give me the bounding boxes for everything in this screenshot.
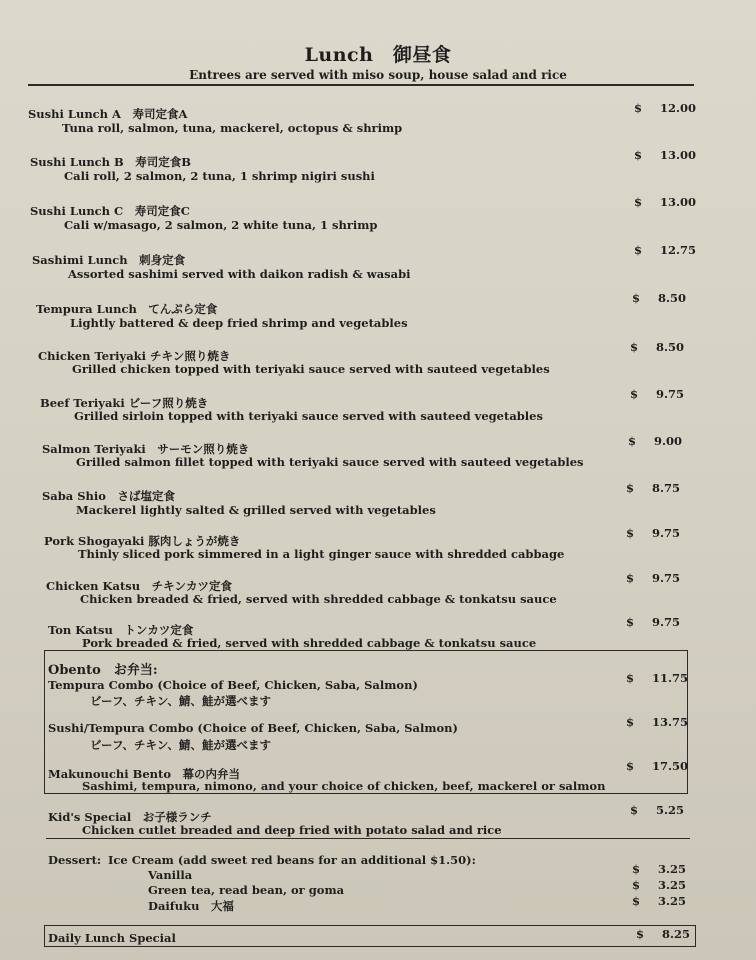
item-name-chicken-katsu: Chicken Katsu チキンカツ定食	[46, 579, 233, 593]
obento-price-tempura-combo: $ 11.75	[626, 671, 689, 685]
item-name-chicken-teriyaki: Chicken Teriyaki チキン照り焼き	[38, 349, 231, 363]
obento-price-sushi-tempura-combo: $ 13.75	[626, 715, 689, 729]
item-name-tempura-lunch: Tempura Lunch てんぷら定食	[36, 302, 218, 316]
item-name-beef-teriyaki: Beef Teriyaki ビーフ照り焼き	[40, 396, 209, 410]
kids-special-desc: Chicken cutlet breaded and deep fried with potato salad and rice	[82, 823, 502, 837]
item-name-pork-shogayaki: Pork Shogayaki 豚肉しょうが焼き	[44, 534, 241, 548]
item-price-chicken-katsu: $ 9.75	[626, 571, 681, 585]
item-price-saba-shio: $ 8.75	[626, 481, 681, 495]
item-desc-sushi-lunch-b: Cali roll, 2 salmon, 2 tuna, 1 shrimp nigiri sushi	[64, 169, 375, 183]
item-desc-salmon-teriyaki: Grilled salmon fillet topped with teriyaki sauce served with sauteed vegetables	[76, 455, 584, 469]
item-desc-chicken-teriyaki: Grilled chicken topped with teriyaki sauce served with sauteed vegetables	[72, 362, 550, 376]
daily-special-price: $ 8.25	[636, 927, 691, 941]
obento-desc-makunouchi: Sashimi, tempura, nimono, and your choice of chicken, beef, mackerel or salmon	[82, 779, 606, 793]
obento-name-sushi-tempura-combo: Sushi/Tempura Combo (Choice of Beef, Chicken, Saba, Salmon)	[48, 721, 458, 735]
obento-name-makunouchi: Makunouchi Bento 幕の内弁当	[48, 767, 241, 781]
item-name-saba-shio: Saba Shio さば塩定食	[42, 489, 175, 503]
obento-name-tempura-combo: Tempura Combo (Choice of Beef, Chicken, Saba, Salmon)	[48, 678, 418, 692]
dessert-label: Dessert:	[48, 853, 102, 867]
item-name-sushi-lunch-b: Sushi Lunch B 寿司定食B	[30, 155, 191, 169]
item-desc-chicken-katsu: Chicken breaded & fried, served with shredded cabbage & tonkatsu sauce	[80, 592, 557, 606]
item-price-pork-shogayaki: $ 9.75	[626, 526, 681, 540]
dessert-name-vanilla: Vanilla	[148, 868, 193, 882]
dessert-price-green-tea: $ 3.25	[632, 878, 687, 892]
item-name-ton-katsu: Ton Katsu トンカツ定食	[48, 623, 194, 637]
kids-divider	[46, 838, 690, 839]
item-desc-tempura-lunch: Lightly battered & deep fried shrimp and vegetables	[70, 316, 408, 330]
kids-special-price: $ 5.25	[630, 803, 685, 817]
item-price-beef-teriyaki: $ 9.75	[630, 387, 685, 401]
header-divider	[28, 84, 694, 86]
item-desc-sashimi-lunch: Assorted sashimi served with daikon radish & wasabi	[68, 267, 411, 281]
item-name-salmon-teriyaki: Salmon Teriyaki サーモン照り焼き	[42, 442, 250, 456]
item-price-sushi-lunch-b: $ 13.00	[634, 148, 697, 162]
dessert-name-daifuku: Daifuku 大福	[148, 899, 234, 913]
item-price-tempura-lunch: $ 8.50	[632, 291, 687, 305]
item-price-salmon-teriyaki: $ 9.00	[628, 434, 683, 448]
item-name-sashimi-lunch: Sashimi Lunch 刺身定食	[32, 253, 186, 267]
item-desc-sushi-lunch-c: Cali w/masago, 2 salmon, 2 white tuna, 1 shrimp	[64, 218, 378, 232]
item-price-sushi-lunch-a: $ 12.00	[634, 101, 697, 115]
kids-special-name: Kid's Special お子様ランチ	[48, 810, 212, 824]
dessert-price-vanilla: $ 3.25	[632, 862, 687, 876]
dessert-name-green-tea: Green tea, read bean, or goma	[148, 883, 345, 897]
item-desc-pork-shogayaki: Thinly sliced pork simmered in a light ginger sauce with shredded cabbage	[78, 547, 565, 561]
dessert-price-daifuku: $ 3.25	[632, 894, 687, 908]
obento-desc-sushi-tempura-combo: ビーフ、チキン、鯖、鮭が選べます	[90, 738, 272, 752]
item-desc-ton-katsu: Pork breaded & fried, served with shredded cabbage & tonkatsu sauce	[82, 636, 537, 650]
item-name-sushi-lunch-c: Sushi Lunch C 寿司定食C	[30, 204, 190, 218]
item-price-sashimi-lunch: $ 12.75	[634, 243, 697, 257]
page-subtitle: Entrees are served with miso soup, house salad and rice	[189, 68, 567, 82]
item-name-sushi-lunch-a: Sushi Lunch A 寿司定食A	[28, 107, 188, 121]
item-desc-beef-teriyaki: Grilled sirloin topped with teriyaki sauce served with sauteed vegetables	[74, 409, 543, 423]
dessert-heading: Ice Cream (add sweet red beans for an additional $1.50):	[108, 853, 476, 867]
obento-price-makunouchi: $ 17.50	[626, 759, 689, 773]
item-price-sushi-lunch-c: $ 13.00	[634, 195, 697, 209]
page-title: Lunch 御昼食	[304, 44, 452, 66]
item-price-chicken-teriyaki: $ 8.50	[630, 340, 685, 354]
item-price-ton-katsu: $ 9.75	[626, 615, 681, 629]
item-desc-sushi-lunch-a: Tuna roll, salmon, tuna, mackerel, octopus & shrimp	[62, 121, 403, 135]
obento-desc-tempura-combo: ビーフ、チキン、鯖、鮭が選べます	[90, 694, 272, 708]
daily-special-name: Daily Lunch Special	[48, 931, 176, 945]
obento-heading: Obento お弁当:	[48, 663, 158, 678]
item-desc-saba-shio: Mackerel lightly salted & grilled served with vegetables	[76, 503, 436, 517]
